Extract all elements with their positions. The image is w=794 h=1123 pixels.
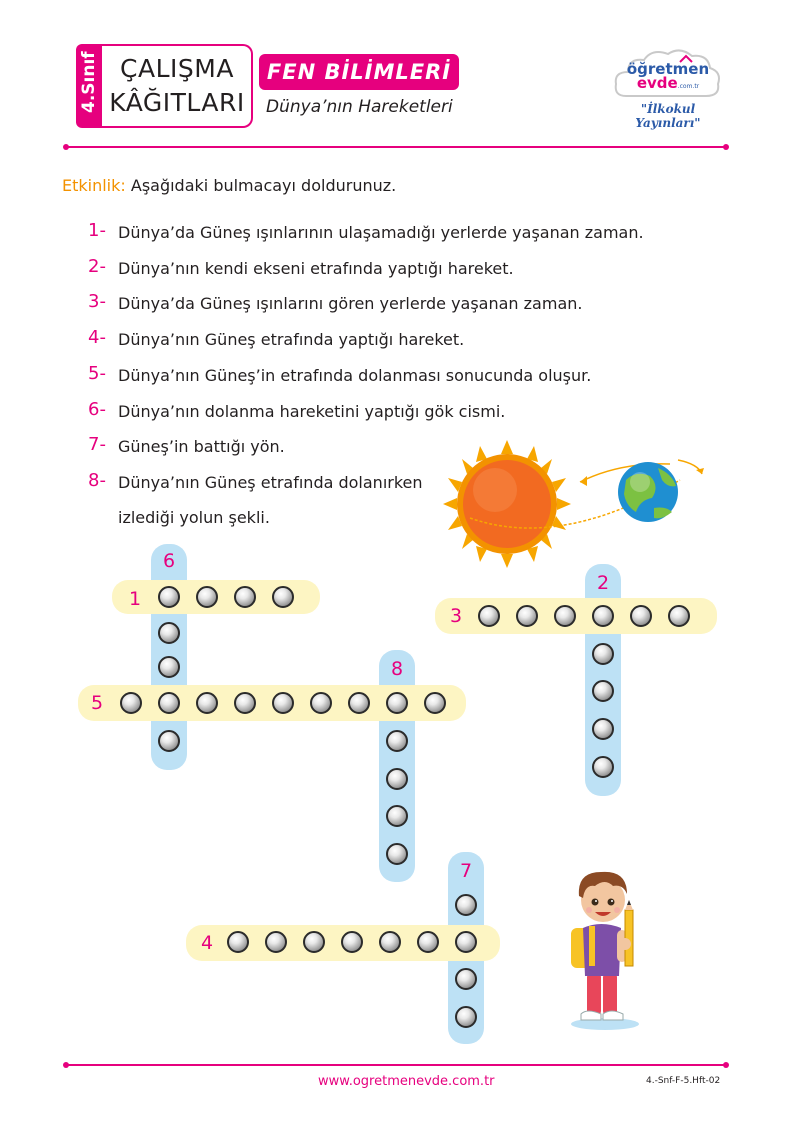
word-2-cell[interactable]	[592, 680, 614, 702]
footer-code: 4.-Snf-F-5.Hft-02	[646, 1076, 721, 1086]
word-number-5: 5	[90, 692, 104, 714]
grade-label: 4.Sınıf	[79, 51, 99, 113]
clue-text: Dünya’nın Güneş etrafında yaptığı hareket.	[118, 330, 465, 349]
word-5-cell[interactable]	[310, 692, 332, 714]
clue-text: Dünya’nın dolanma hareketini yaptığı gök cismi.	[118, 402, 506, 421]
top-divider-dot-right	[723, 144, 729, 150]
clue-text: Dünya’da Güneş ışınlarını gören yerlerde yaşanan zaman.	[118, 294, 583, 313]
word-8-cell[interactable]	[386, 768, 408, 790]
word-6-cell[interactable]	[158, 656, 180, 678]
word-4-cell[interactable]	[303, 931, 325, 953]
word-number-8: 8	[390, 658, 404, 680]
word-5-cell[interactable]	[386, 692, 408, 714]
bottom-divider-dot-left	[63, 1062, 69, 1068]
instruction-text: Aşağıdaki bulmacayı doldurunuz.	[125, 176, 397, 195]
bottom-divider-dot-right	[723, 1062, 729, 1068]
word-5-cell[interactable]	[196, 692, 218, 714]
logo-tagline: "İlkokul Yayınları"	[635, 102, 701, 130]
word-1-cell[interactable]	[272, 586, 294, 608]
word-6-cell[interactable]	[158, 730, 180, 752]
clue-number: 6-	[88, 399, 106, 420]
subject-badge: FEN BİLİMLERİ	[259, 54, 459, 90]
word-5-cell[interactable]	[424, 692, 446, 714]
word-3-cell[interactable]	[630, 605, 652, 627]
word-number-3: 3	[449, 605, 463, 627]
clue-number: 5-	[88, 363, 106, 384]
word-4-cell[interactable]	[227, 931, 249, 953]
word-8-cell[interactable]	[386, 843, 408, 865]
word-3-cell[interactable]	[554, 605, 576, 627]
word-4-cell[interactable]	[265, 931, 287, 953]
word-7-cell[interactable]	[455, 968, 477, 990]
word-5-cell[interactable]	[272, 692, 294, 714]
earth-icon	[618, 462, 678, 522]
logo-line-1: öğretmen	[626, 60, 710, 78]
logo-wordmark	[620, 62, 716, 94]
word-2-cell[interactable]	[592, 718, 614, 740]
word-number-4: 4	[200, 932, 214, 954]
word-5-cell[interactable]	[234, 692, 256, 714]
word-6-cell[interactable]	[158, 622, 180, 644]
word-number-7: 7	[459, 860, 473, 882]
sun-earth-illustration	[440, 440, 710, 570]
clue-number: 7-	[88, 434, 106, 455]
instruction-label: Etkinlik:	[62, 176, 126, 195]
top-divider-dot-left	[63, 144, 69, 150]
word-3-cell[interactable]	[592, 605, 614, 627]
clue-text: Dünya’nın Güneş’in etrafında dolanması sonucunda oluşur.	[118, 366, 592, 385]
word-number-2: 2	[596, 572, 610, 594]
top-divider	[66, 146, 726, 148]
word-3-cell[interactable]	[478, 605, 500, 627]
clue-number: 4-	[88, 327, 106, 348]
word-4-cell[interactable]	[341, 931, 363, 953]
word-4-cell[interactable]	[417, 931, 439, 953]
word-1-cell[interactable]	[196, 586, 218, 608]
word-2-cell[interactable]	[592, 756, 614, 778]
clue-text: Dünya’nın kendi ekseni etrafında yaptığı hareket.	[118, 259, 514, 278]
word-8-cell[interactable]	[386, 730, 408, 752]
word-7-cell[interactable]	[455, 894, 477, 916]
word-3-cell[interactable]	[668, 605, 690, 627]
word-5-cell[interactable]	[158, 692, 180, 714]
word-2-cell[interactable]	[592, 643, 614, 665]
clue-text-continued: izlediği yolun şekli.	[118, 508, 270, 527]
bottom-divider	[66, 1064, 726, 1066]
clue-number: 8-	[88, 470, 106, 491]
sun-icon	[443, 440, 571, 568]
title-line-2: KÂĞITLARI	[109, 88, 245, 117]
logo-line-2: evde	[636, 74, 678, 92]
word-1-cell[interactable]	[234, 586, 256, 608]
clue-number: 2-	[88, 256, 106, 277]
word-5-cell[interactable]	[348, 692, 370, 714]
clue-text: Dünya’da Güneş ışınlarının ulaşamadığı yerlerde yaşanan zaman.	[118, 223, 644, 242]
word-8-cell[interactable]	[386, 805, 408, 827]
footer-url[interactable]: www.ogretmenevde.com.tr	[318, 1074, 495, 1089]
word-number-6: 6	[162, 550, 176, 572]
topic-title: Dünya’nın Hareketleri	[266, 97, 453, 117]
clue-number: 3-	[88, 291, 106, 312]
word-3-cell[interactable]	[516, 605, 538, 627]
word-1-cell[interactable]	[158, 586, 180, 608]
logo-domain: .com.tr	[677, 83, 700, 90]
word-number-1: 1	[128, 588, 142, 610]
word-4-cell[interactable]	[379, 931, 401, 953]
clue-text: Güneş’in battığı yön.	[118, 437, 285, 456]
word-4-cell[interactable]	[455, 931, 477, 953]
word-7-cell[interactable]	[455, 1006, 477, 1028]
title-line-1: ÇALIŞMA	[120, 54, 234, 83]
clue-text: Dünya’nın Güneş etrafında dolanırken	[118, 473, 423, 492]
word-5-cell[interactable]	[120, 692, 142, 714]
clue-number: 1-	[88, 220, 106, 241]
boy-with-pencil-icon	[565, 864, 650, 1034]
instruction	[62, 176, 396, 195]
